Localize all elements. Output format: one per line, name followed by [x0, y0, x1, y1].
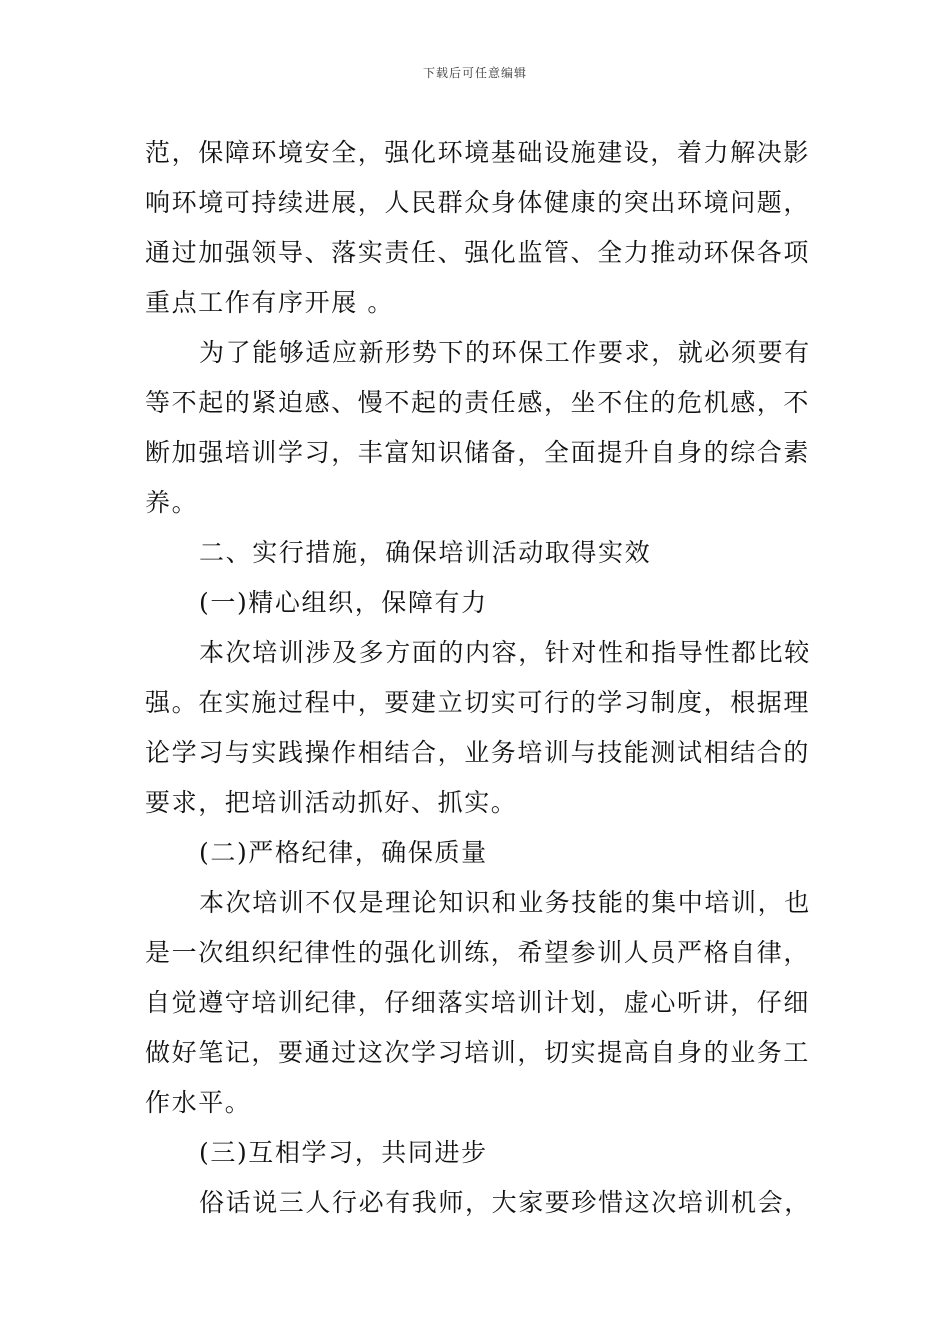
- text-line: (三)互相学习，共同进步: [199, 1138, 488, 1167]
- text-line: 自觉遵守培训纪律，仔细落实培训计划，虚心听讲，仔细: [145, 988, 811, 1017]
- text-line: (一)精心组织，保障有力: [199, 588, 488, 617]
- text-line: 范，保障环境安全，强化环境基础设施建设，着力解决影: [145, 138, 811, 167]
- text-line: 断加强培训学习，丰富知识储备，全面提升自身的综合素: [145, 438, 811, 467]
- text-line: 是一次组织纪律性的强化训练，希望参训人员严格自律，: [145, 938, 811, 967]
- text-line: 论学习与实践操作相结合，业务培训与技能测试相结合的: [145, 738, 811, 767]
- text-line: 做好笔记，要通过这次学习培训，切实提高自身的业务工: [145, 1038, 811, 1067]
- text-line: 俗话说三人行必有我师，大家要珍惜这次培训机会，: [199, 1188, 811, 1217]
- text-line: 强。在实施过程中，要建立切实可行的学习制度，根据理: [145, 688, 811, 717]
- text-line: 为了能够适应新形势下的环保工作要求，就必须要有: [199, 338, 811, 367]
- text-line: 通过加强领导、落实责任、强化监管、全力推动环保各项: [145, 238, 811, 267]
- text-line: 响环境可持续进展，人民群众身体健康的突出环境问题，: [145, 188, 811, 217]
- text-line: 养。: [145, 488, 199, 517]
- text-line: 本次培训不仅是理论知识和业务技能的集中培训，也: [199, 888, 811, 917]
- text-line: 作水平。: [145, 1088, 252, 1117]
- text-line: 等不起的紧迫感、慢不起的责任感，坐不住的危机感，不: [145, 388, 811, 417]
- text-line: 重点工作有序开展 。: [145, 288, 394, 317]
- page-header: 下载后可任意编辑: [422, 66, 527, 80]
- text-line: 要求，把培训活动抓好、抓实。: [145, 788, 518, 817]
- text-line: (二)严格纪律，确保质量: [199, 838, 488, 867]
- body-text: [145, 128, 811, 1228]
- text-line: 二、实行措施，确保培训活动取得实效: [199, 538, 652, 567]
- text-line: 本次培训涉及多方面的内容，针对性和指导性都比较: [199, 638, 811, 667]
